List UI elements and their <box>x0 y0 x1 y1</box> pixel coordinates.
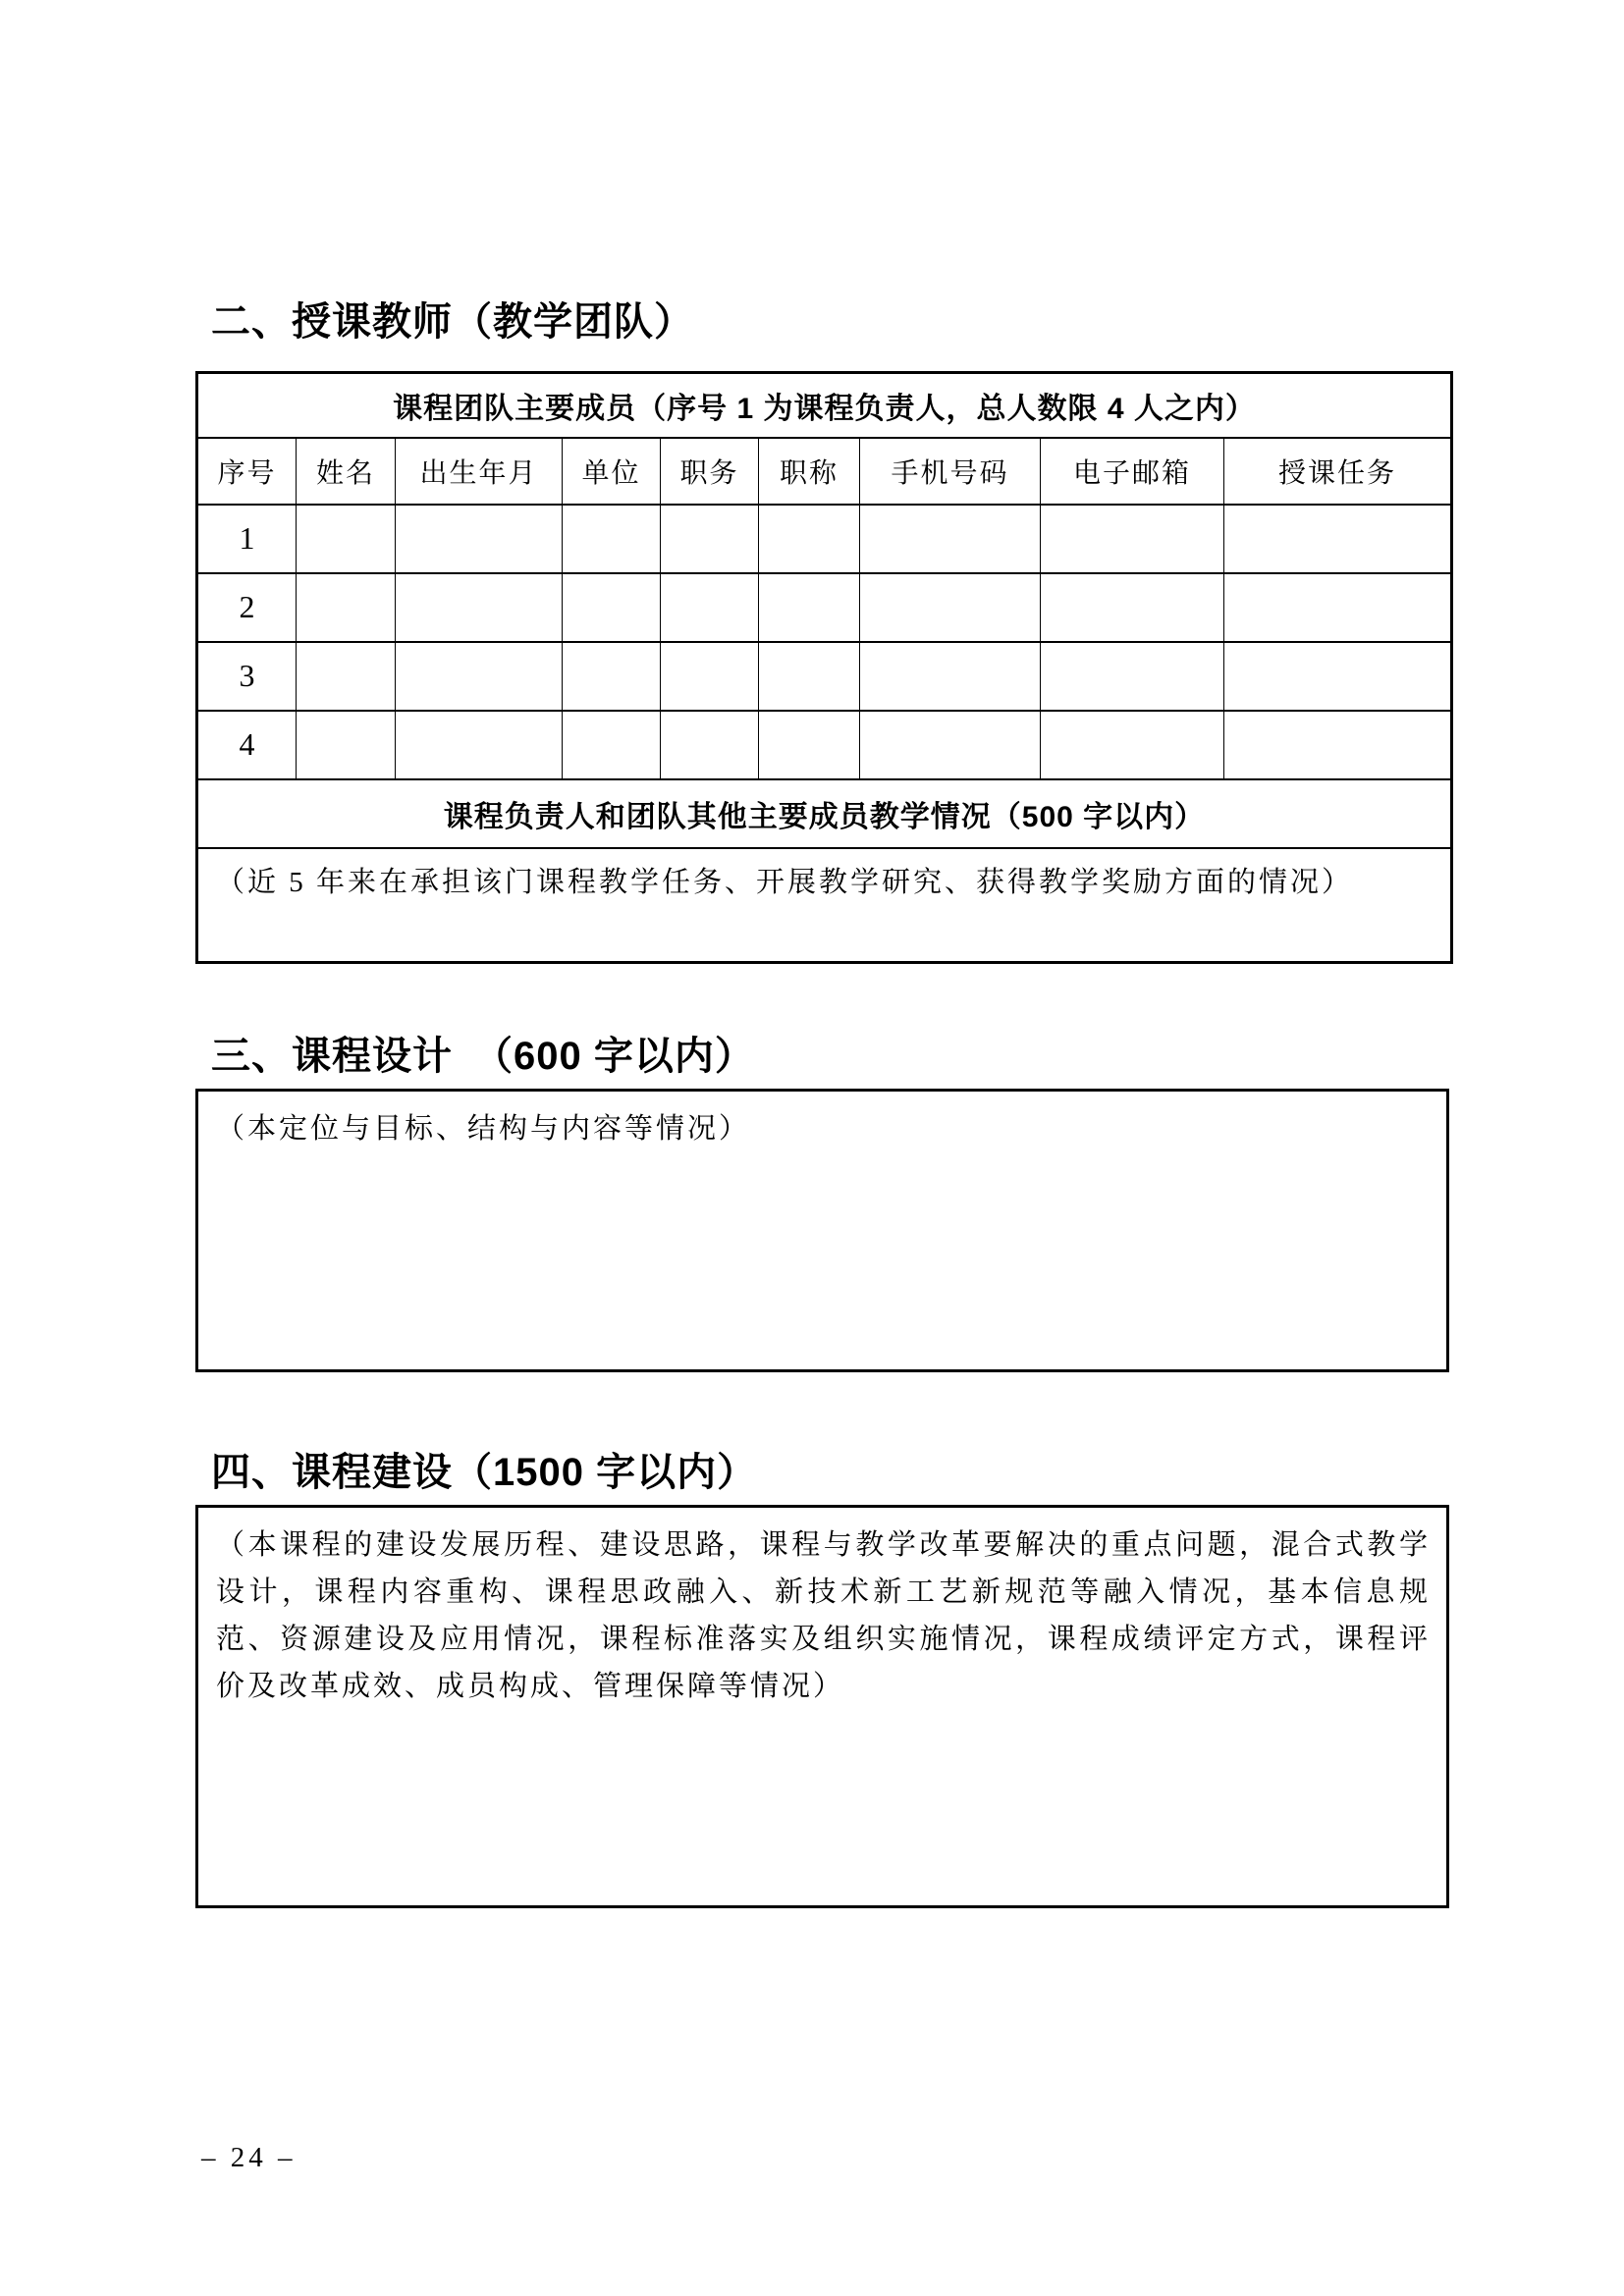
empty-cell <box>1224 505 1452 573</box>
empty-cell <box>860 711 1041 779</box>
empty-cell <box>661 711 759 779</box>
empty-cell <box>396 573 563 642</box>
empty-cell <box>1224 642 1452 711</box>
course-design-hint: （本定位与目标、结构与内容等情况） <box>216 1113 751 1145</box>
col-header-index: 序号 <box>197 438 297 505</box>
course-construction-hint: （本课程的建设发展历程、建设思路，课程与教学改革要解决的重点问题，混合式教学设计，课程内容重构、课程思政融入、新技术新工艺新规范等融入情况，基本信息规范、资源建设及应用情况，课程标准落实及组织实施情况，课程成绩评定方式，课程评价及改革成效、成员构成、管理保障等情况） <box>216 1529 1431 1702</box>
col-header-name: 姓名 <box>297 438 396 505</box>
empty-cell <box>1224 573 1452 642</box>
summary-hint-row <box>197 848 1452 963</box>
table-row <box>197 642 1452 711</box>
table-row <box>197 573 1452 642</box>
course-construction-box <box>195 1505 1449 1908</box>
row-index: 4 <box>197 711 297 779</box>
empty-cell <box>1041 505 1224 573</box>
page-number: – 24 – <box>201 2142 297 2173</box>
row-index: 1 <box>197 505 297 573</box>
empty-cell <box>661 573 759 642</box>
empty-cell <box>759 711 860 779</box>
empty-cell <box>563 642 661 711</box>
empty-cell <box>860 573 1041 642</box>
empty-cell <box>297 642 396 711</box>
summary-hint: （近 5 年来在承担该门课程教学任务、开展教学研究、获得教学奖励方面的情况） <box>197 848 1452 963</box>
table-title: 课程团队主要成员（序号 1 为课程负责人，总人数限 4 人之内） <box>197 373 1452 438</box>
empty-cell <box>759 505 860 573</box>
empty-cell <box>396 711 563 779</box>
empty-cell <box>759 573 860 642</box>
row-index: 3 <box>197 642 297 711</box>
section2-title: 二、授课教师（教学团队） <box>211 300 694 344</box>
col-header-phone: 手机号码 <box>860 438 1041 505</box>
table-row <box>197 505 1452 573</box>
empty-cell <box>661 642 759 711</box>
empty-cell <box>297 505 396 573</box>
empty-cell <box>759 642 860 711</box>
empty-cell <box>563 573 661 642</box>
empty-cell <box>563 505 661 573</box>
col-header-birthdate: 出生年月 <box>396 438 563 505</box>
col-header-unit: 单位 <box>563 438 661 505</box>
empty-cell <box>860 642 1041 711</box>
empty-cell <box>1041 711 1224 779</box>
col-header-position: 职务 <box>661 438 759 505</box>
course-design-box <box>195 1089 1449 1372</box>
empty-cell <box>1041 642 1224 711</box>
empty-cell <box>396 505 563 573</box>
col-header-email: 电子邮箱 <box>1041 438 1224 505</box>
team-table <box>195 371 1453 964</box>
table-header-row <box>197 438 1452 505</box>
table-row <box>197 711 1452 779</box>
col-header-title: 职称 <box>759 438 860 505</box>
empty-cell <box>661 505 759 573</box>
table-title-row <box>197 373 1452 438</box>
empty-cell <box>297 711 396 779</box>
col-header-task: 授课任务 <box>1224 438 1452 505</box>
section4-title: 四、课程建设（1500 字以内） <box>211 1451 758 1494</box>
empty-cell <box>1041 573 1224 642</box>
summary-title: 课程负责人和团队其他主要成员教学情况（500 字以内） <box>197 779 1452 848</box>
empty-cell <box>1224 711 1452 779</box>
empty-cell <box>860 505 1041 573</box>
summary-title-row <box>197 779 1452 848</box>
empty-cell <box>396 642 563 711</box>
row-index: 2 <box>197 573 297 642</box>
section3-title: 三、课程设计 （600 字以内） <box>211 1035 755 1078</box>
empty-cell <box>297 573 396 642</box>
empty-cell <box>563 711 661 779</box>
